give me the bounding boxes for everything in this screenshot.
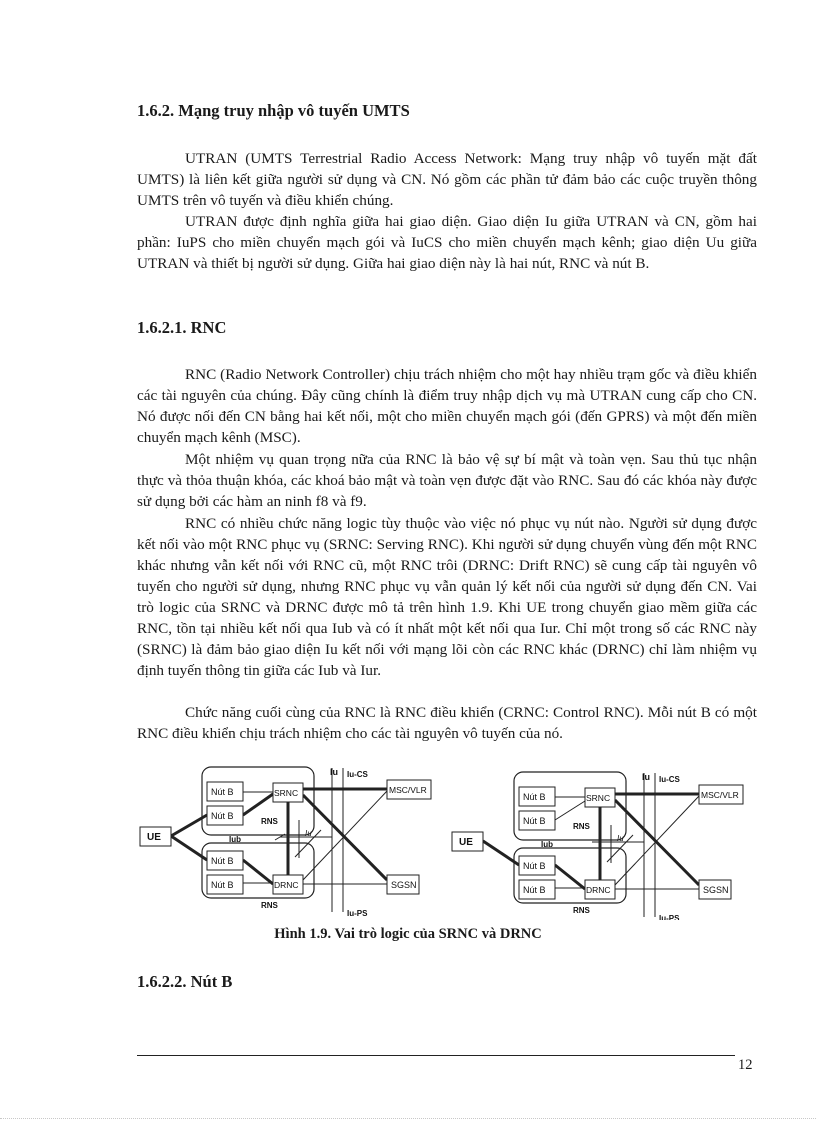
paragraph-rnc-logic-functions: RNC có nhiều chức năng logic tùy thuộc vào việc nó phục vụ nút nào. Người sử dụng được kết nối vào một RNC phục vụ (SRNC: Serving RNC). Khi người sử dụng chuyển vùng đến một RNC khác nhưng vẫn kết nối với RNC cũ, một RNC trôi (DRNC: Drift RNC) sẽ cung cấp tài nguyên vô tuyến cho người sử dụng, nhưng RNC phục vụ vẫn quản lý kết nối của người sử dụng đến CN. Vai trò logic của SRNC và DRNC được mô tả trên hình 1.9. Khi UE trong chuyển giao mềm giữa các RNC, tồn tại nhiều kết nối qua Iub và có ít nhất một kết nối qua Iur. Chỉ một trong số các RNC này (SRNC) là đảm bảo giao diện Iu kết nối với mạng lõi còn các RNC khác (DRNC) chỉ làm nhiệm vụ định tuyến thông tin giữa các Iub và Iur. (137, 515, 757, 679)
sgsn-label: SGSN (703, 885, 729, 895)
iu-label: Iu (642, 772, 650, 782)
paragraph-rnc-role: RNC (Radio Network Controller) chịu trách nhiệm cho một hay nhiều trạm gốc và điều khiển các tài nguyên của chúng. Đây cũng chính là điểm truy nhập dịch vụ mà UTRAN cung cấp cho CN. Nó được nối đến CN bằng hai kết nối, một cho miền chuyển mạch gói (đến GPRS) và một đến miền chuyển mạch kênh (MSC). (137, 366, 757, 446)
msc-vlr-label: MSC/VLR (701, 790, 739, 800)
page-number: 12 (738, 1057, 753, 1073)
thick-links-right (483, 794, 699, 889)
section-1-6-2-2-title: 1.6.2.2. Nút B (137, 972, 233, 991)
iu-ps-label: Iu-PS (347, 909, 368, 918)
link-nodeb2-srnc (243, 794, 273, 815)
iu-cs-label: Iu-CS (347, 770, 368, 779)
iu-label: Iu (330, 767, 338, 777)
footer-rule (137, 1055, 735, 1056)
iu-cs-label: Iu-CS (659, 775, 680, 784)
rns-bottom-label: RNS (573, 906, 590, 915)
nodeb1-label: Nút B (523, 792, 546, 802)
link-nodeb3-drnc (243, 860, 273, 884)
iub-label: Iub (541, 840, 553, 849)
rns-bottom-label: RNS (261, 901, 278, 910)
paragraph-crnc: Chức năng cuối cùng của RNC là RNC điều khiển (CRNC: Control RNC). Mỗi nút B có một RNC điều khiển chịu trách nhiệm cho các tài nguyên vô tuyến của nó. (137, 704, 757, 742)
section-1-6-2-title: 1.6.2. Mạng truy nhập vô tuyến UMTS (137, 101, 410, 120)
paragraph-rnc-security: Một nhiệm vụ quan trọng nữa của RNC là bảo vệ sự bí mật và toàn vẹn. Sau thủ tục nhận thực và thỏa thuận khóa, các khoá bảo mật và toàn vẹn được đặt vào RNC. Sau đó các khóa này được sử dụng bởi các hàm an ninh f8 và f9. (137, 451, 757, 510)
paragraph-utran-definition: UTRAN (UMTS Terrestrial Radio Access Network: Mạng truy nhập vô tuyến mặt đất UMTS) là liên kết giữa người sử dụng và CN. Nó gồm các phần tử đảm bảo các cuộc truyền thông UMTS trên vô tuyến và điều khiển chúng. (137, 150, 757, 209)
msc-vlr-label: MSC/VLR (389, 785, 427, 795)
nodeb2-label: Nút B (523, 816, 546, 826)
link-ue-nodeb3 (171, 836, 207, 860)
nodeb2-label: Nút B (211, 811, 234, 821)
page-bottom-dotted-border (0, 1118, 816, 1119)
drnc-label: DRNC (274, 880, 299, 890)
paragraph-utran-interfaces: UTRAN được định nghĩa giữa hai giao diện. Giao diện Iu giữa UTRAN và CN, gồm hai phần: IuPS cho miền chuyển mạch gói và IuCS cho miền chuyển mạch kênh; giao diện Uu giữa UTRAN và thiết bị người sử dụng. Giữa hai giao diện này là hai nút, RNC và nút B. (137, 213, 757, 272)
link-nodeb3-drnc (555, 865, 585, 889)
figure-srnc-drnc-diagram (135, 762, 760, 920)
ue-label: UE (459, 837, 473, 848)
sgsn-label: SGSN (391, 880, 417, 890)
srnc-label: SRNC (586, 793, 611, 803)
nodeb3-label: Nút B (523, 861, 546, 871)
thick-links-left (171, 789, 387, 884)
rns-top-label: RNS (573, 822, 590, 831)
rns-top-label: RNS (261, 817, 278, 826)
nodeb4-label: Nút B (211, 880, 234, 890)
figure-caption: Hình 1.9. Vai trò logic của SRNC và DRNC (274, 926, 542, 942)
nodeb3-label: Nút B (211, 856, 234, 866)
iur-label: Iu (305, 829, 312, 838)
nodeb1-label: Nút B (211, 787, 234, 797)
iub-label: Iub (229, 835, 241, 844)
section-1-6-2-1-title: 1.6.2.1. RNC (137, 318, 227, 337)
srnc-label: SRNC (274, 788, 299, 798)
ue-label: UE (147, 832, 161, 843)
link-nodeb2-srnc (555, 801, 585, 820)
link-ue-nodeb3 (483, 841, 519, 865)
iu-ps-label: Iu-PS (659, 914, 680, 920)
nodeb4-label: Nút B (523, 885, 546, 895)
iur-label: Iu (617, 834, 624, 843)
drnc-label: DRNC (586, 885, 611, 895)
